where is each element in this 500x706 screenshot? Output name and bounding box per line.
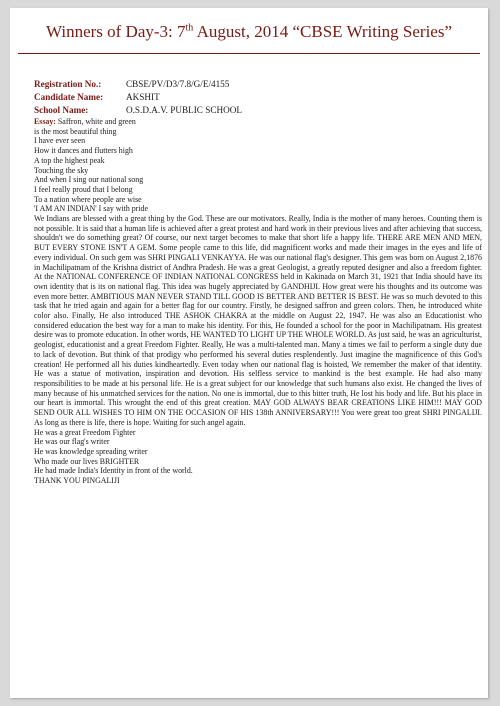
closing-line: Who made our lives BRIGHTER [34, 456, 140, 466]
poem-line: I feel really proud that I belong [34, 184, 133, 194]
candidate-value: AKSHIT [126, 92, 160, 102]
closing-line: THANK YOU PINGALIJI [34, 476, 120, 486]
registration-label: Registration No.: [34, 79, 102, 89]
title-ordinal-suffix: th [185, 22, 194, 34]
school-label: School Name: [34, 105, 89, 115]
essay-paragraph: We Indians are blessed with a great thing by the God. These are our motivators. Really, India is the mother of many heroes. Counting them is not possible. It is said that a human life is achieved after a great protest and hard work in their previous lives and after achieving that success, shouldn't we do something great? Of course, our next target becomes to make that short life a happy life. THERE ARE MEN AND MEN, BUT EVERY STONE ISN'T A GEM. Some people came to this life, did magnificent works and made their images in the eyes and life of every individual. On such gem was SHRI PINGALI VENKAYYA. He was our national flag's designer. This gem was born on August 2,1876 in Machilipatnam of the Krishna district of Andhra Pradesh. He was a great Geologist, a greatly reputed designer and also a freedom fighter. At the NATIONAL CONFERENCE OF INDIAN NATIONAL CONGRESS held in Kakinada on March 31, 1921 that India should have its own identity that is its on national flag. This idea was hugely appreciated by GANDHIJI. How great were his thoughts and its outcome was even more better. AMBITIOUS MAN NEVER STAND TILL GOOD IS BETTER AND BETTER IS BEST. He was so much devoted to this task that he tried again and again for a better flag for our country. Firstly, he designed saffron and green colors. Then, he introduced white color also. Finally, He also introduced THE ASHOK CHAKRA at the middle on August 22, 1947. He was also an Educationist who considered education the best way for a man to make his identity. For this, He founded a school for the poor in Machilipatnam. His greatest desire was to promote education. In other words, HE WANTED TO LIGHT UP THE WHOLE WORLD. As just said, he was an agriculturist, geologist, educationist and a great Freedom Fighter. Really, He was a multi-talented man. Many a times we fail to perform a single duty due to lack of devotion. But think of that prodigy who performed his several duties resplendently. Just imagine the magnificence of this God's creation! He performed all his duties kindheartedly. Even today when our national flag is hoisted, We remember the maker of that identity. He was a statue of motivation, inspiration and devotion. His selfless service to mankind is the best example. He had also many responsibilities to be made at his personal life. He is a great subject for our knowledge that such humans also exist. He changed the lives of many because of his unmatched services for the nation. No one is immortal, due to this bitter truth, He lost his body and life. But his place in our heart is immortal. This wrought the end of this great creation. MAY GOD ALWAYS BEAR CREATIONS LIKE HIM!!! MAY GOD SEND OUR ALL WISHES TO HIM ON THE OCCASION OF HIS 138th ANNIVERSARY!!! You were great too great SHRI PINGALIJI. As long as there is life, there is hope. Waiting for such angel again. [34, 214, 482, 427]
poem-line: 'I AM AN INDIAN' I say with pride [34, 204, 148, 214]
document-page [10, 8, 488, 698]
school-value: O.S.D.A.V. PUBLIC SCHOOL [126, 105, 242, 115]
poem-line: To a nation where people are wise [34, 194, 142, 204]
closing-line: He was knowledge spreading writer [34, 446, 148, 456]
poem-line [34, 117, 482, 127]
candidate-row [34, 91, 242, 104]
title-suffix: August, 2014 “CBSE Writing Series” [193, 22, 453, 41]
title-prefix: Winners of Day-3: 7 [45, 22, 186, 41]
poem-line: is the most beautiful thing [34, 126, 117, 136]
poem-line-text: Saffron, white and green [57, 117, 136, 126]
registration-value: CBSE/PV/D3/7.8/G/E/4155 [126, 79, 230, 89]
candidate-label: Candidate Name: [34, 92, 104, 102]
poem-line: Touching the sky [34, 165, 89, 175]
poem-line: How it dances and flutters high [34, 146, 133, 156]
school-row [34, 104, 242, 117]
poem-line: And when I sing our national song [34, 175, 144, 185]
essay-label: Essay: [34, 117, 56, 126]
closing-line: He was a great Freedom Fighter [34, 427, 136, 437]
closing-line: He had made India's Identity in front of the world. [34, 466, 193, 476]
registration-row [34, 78, 242, 91]
closing-line: He was our flag's writer [34, 437, 110, 447]
essay-body [34, 117, 482, 486]
title-underline [18, 53, 480, 54]
entry-details [34, 78, 242, 117]
poem-line: I have ever seen [34, 136, 86, 146]
poem-line: A top the highest peak [34, 155, 105, 165]
page-title [10, 22, 488, 42]
